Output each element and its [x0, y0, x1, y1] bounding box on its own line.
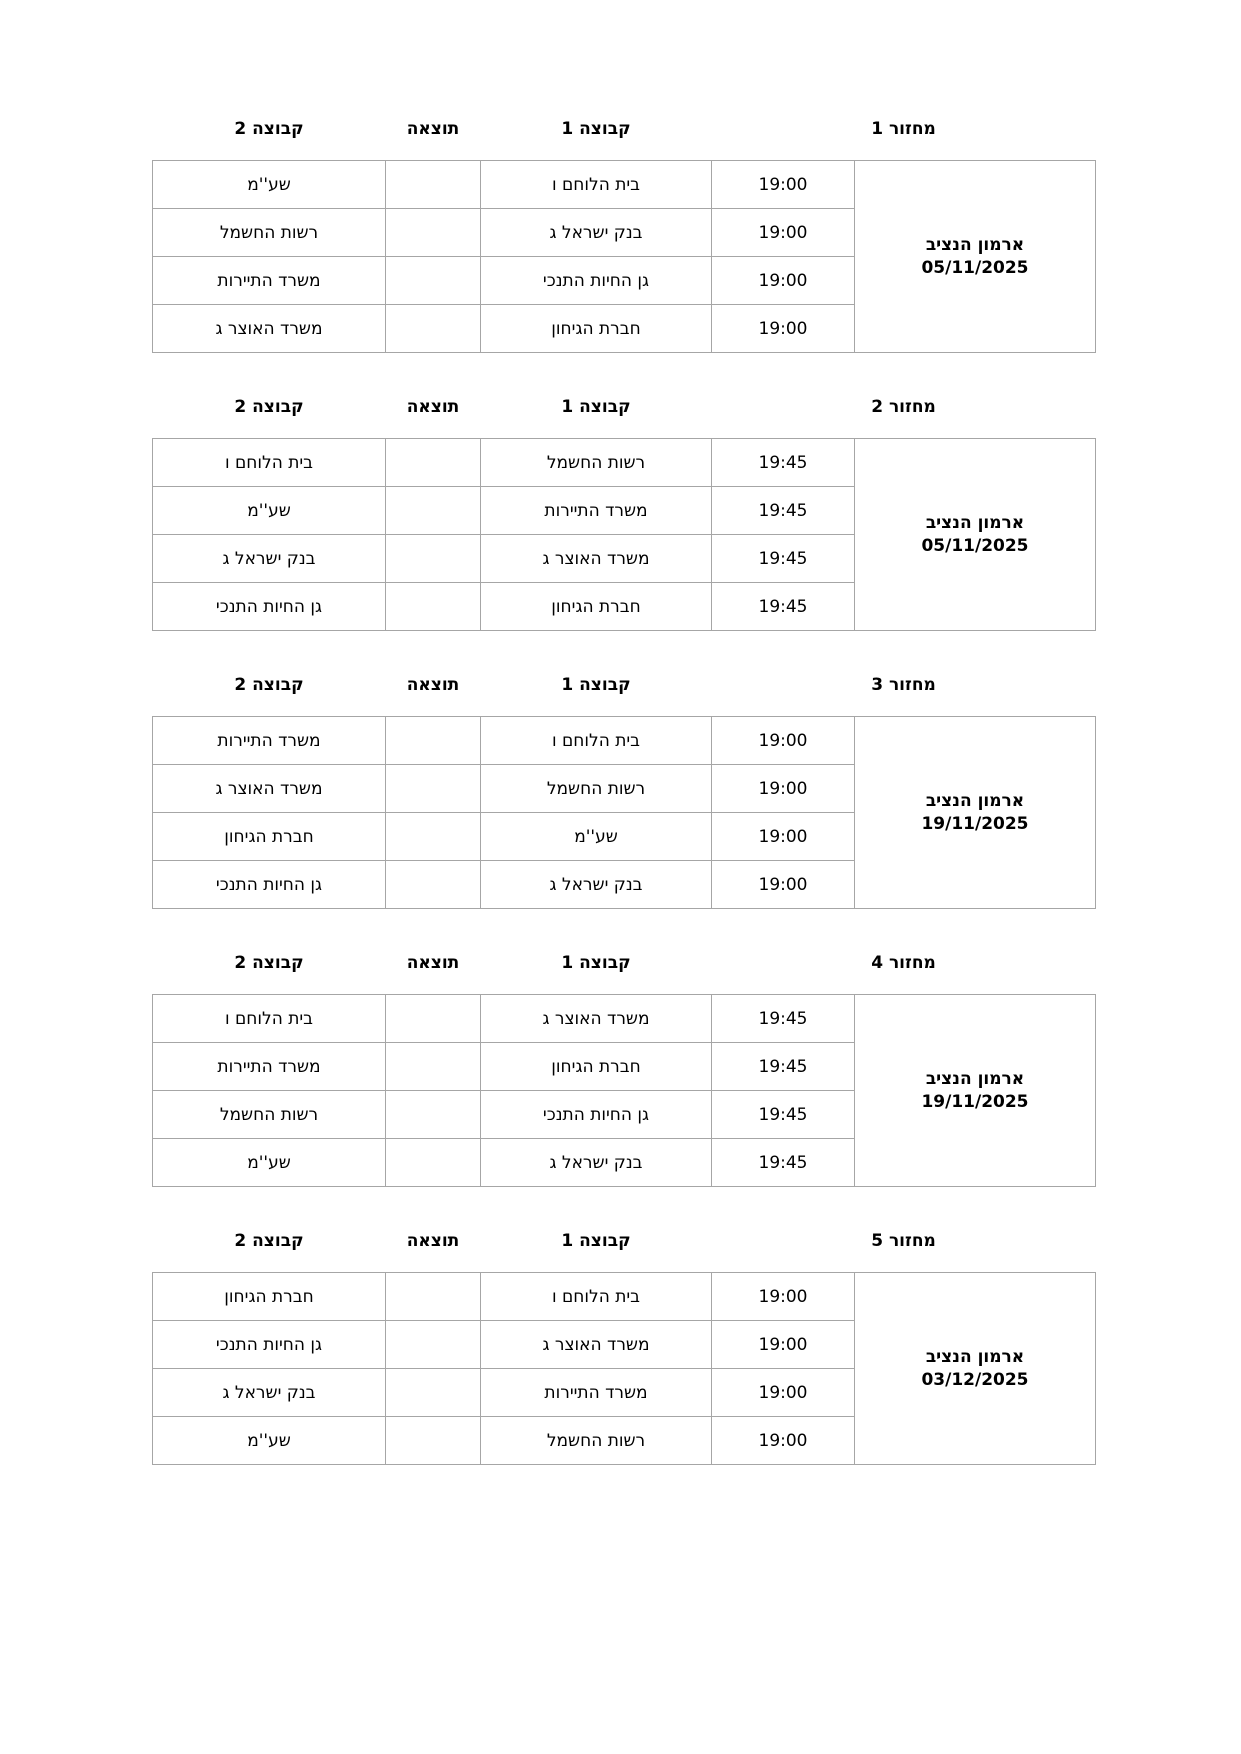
match-time: 19:00 [712, 257, 855, 305]
result-cell [386, 209, 481, 257]
round-section-1 [153, 118, 1096, 353]
match-time: 19:00 [712, 765, 855, 813]
venue-name: ארמון הנציב [925, 1346, 1025, 1367]
column-header-result: תוצאה [406, 953, 460, 973]
team2-cell: בנק ישראל ג [153, 1369, 386, 1417]
result-cell [386, 765, 481, 813]
team2-cell: בית הלוחם ו [153, 439, 386, 487]
team2-cell: משרד התיירות [153, 717, 386, 765]
venue-date: 03/12/2025 [921, 1369, 1029, 1390]
venue-cell [855, 439, 1096, 631]
result-cell [386, 1091, 481, 1139]
venue-name: ארמון הנציב [925, 1068, 1025, 1089]
result-cell [386, 1139, 481, 1187]
round-title: מחזור 4 [871, 953, 936, 973]
team2-cell: רשות החשמל [153, 1091, 386, 1139]
team1-cell: שע''מ [481, 813, 712, 861]
column-header-result: תוצאה [406, 397, 460, 417]
column-header-team2: קבוצה 2 [234, 675, 304, 695]
round-title: מחזור 5 [871, 1231, 936, 1251]
team2-cell: משרד התיירות [153, 257, 386, 305]
column-header-team2: קבוצה 2 [234, 953, 304, 973]
venue-cell [855, 717, 1096, 909]
team2-cell: משרד האוצר ג [153, 305, 386, 353]
round-4-schedule-table [152, 952, 1096, 1187]
team1-cell: גן החיות התנכי [481, 1091, 712, 1139]
team2-cell: גן החיות התנכי [153, 861, 386, 909]
venue-date: 19/11/2025 [921, 1091, 1029, 1112]
round-2-schedule-table [152, 396, 1096, 631]
column-header-team2: קבוצה 2 [234, 119, 304, 139]
round-section-2 [153, 396, 1096, 631]
team2-cell: שע''מ [153, 1417, 386, 1465]
match-time: 19:00 [712, 861, 855, 909]
round-1-schedule-table [152, 118, 1096, 353]
venue-cell [855, 161, 1096, 353]
team1-cell: בית הלוחם ו [481, 1273, 712, 1321]
match-time: 19:00 [712, 717, 855, 765]
team1-cell: חברת הגיחון [481, 583, 712, 631]
column-header-team1: קבוצה 1 [561, 1231, 631, 1251]
result-cell [386, 1369, 481, 1417]
result-cell [386, 583, 481, 631]
column-header-team1: קבוצה 1 [561, 119, 631, 139]
result-cell [386, 1273, 481, 1321]
header-row [153, 674, 1096, 717]
team2-cell: שע''מ [153, 487, 386, 535]
result-cell [386, 1321, 481, 1369]
match-time: 19:45 [712, 487, 855, 535]
match-time: 19:45 [712, 1139, 855, 1187]
round-3-schedule-table [152, 674, 1096, 909]
round-section-3 [153, 674, 1096, 909]
round-title: מחזור 1 [871, 119, 936, 139]
team1-cell: בית הלוחם ו [481, 717, 712, 765]
column-header-result: תוצאה [406, 1231, 460, 1251]
result-cell [386, 861, 481, 909]
team1-cell: בנק ישראל ג [481, 209, 712, 257]
venue-date: 05/11/2025 [921, 535, 1029, 556]
column-header-team1: קבוצה 1 [561, 397, 631, 417]
result-cell [386, 813, 481, 861]
venue-date: 19/11/2025 [921, 813, 1029, 834]
result-cell [386, 305, 481, 353]
result-cell [386, 1417, 481, 1465]
match-time: 19:00 [712, 1369, 855, 1417]
venue-cell [855, 995, 1096, 1187]
team1-cell: בנק ישראל ג [481, 1139, 712, 1187]
team2-cell: שע''מ [153, 161, 386, 209]
match-time: 19:00 [712, 305, 855, 353]
team1-cell: משרד התיירות [481, 1369, 712, 1417]
match-time: 19:00 [712, 1321, 855, 1369]
team1-cell: חברת הגיחון [481, 305, 712, 353]
team2-cell: בית הלוחם ו [153, 995, 386, 1043]
header-row [153, 396, 1096, 439]
venue-name: ארמון הנציב [925, 512, 1025, 533]
round-5-schedule-table [152, 1230, 1096, 1465]
match-row [153, 717, 1096, 765]
team1-cell: משרד האוצר ג [481, 535, 712, 583]
round-title: מחזור 3 [871, 675, 936, 695]
column-header-team2: קבוצה 2 [234, 1231, 304, 1251]
match-time: 19:00 [712, 1417, 855, 1465]
result-cell [386, 1043, 481, 1091]
team1-cell: משרד האוצר ג [481, 995, 712, 1043]
result-cell [386, 487, 481, 535]
header-row [153, 952, 1096, 995]
match-time: 19:00 [712, 1273, 855, 1321]
result-cell [386, 257, 481, 305]
team2-cell: גן החיות התנכי [153, 1321, 386, 1369]
match-row [153, 995, 1096, 1043]
match-time: 19:45 [712, 583, 855, 631]
venue-name: ארמון הנציב [925, 790, 1025, 811]
round-section-5 [153, 1230, 1096, 1465]
match-time: 19:00 [712, 161, 855, 209]
match-time: 19:45 [712, 439, 855, 487]
venue-name: ארמון הנציב [925, 234, 1025, 255]
column-header-team1: קבוצה 1 [561, 675, 631, 695]
result-cell [386, 439, 481, 487]
column-header-team1: קבוצה 1 [561, 953, 631, 973]
match-time: 19:45 [712, 1043, 855, 1091]
team1-cell: רשות החשמל [481, 439, 712, 487]
match-time: 19:45 [712, 995, 855, 1043]
column-header-result: תוצאה [406, 119, 460, 139]
result-cell [386, 717, 481, 765]
team2-cell: משרד התיירות [153, 1043, 386, 1091]
team2-cell: גן החיות התנכי [153, 583, 386, 631]
match-row [153, 1273, 1096, 1321]
team1-cell: גן החיות התנכי [481, 257, 712, 305]
team1-cell: בנק ישראל ג [481, 861, 712, 909]
match-time: 19:00 [712, 813, 855, 861]
header-row [153, 118, 1096, 161]
column-header-result: תוצאה [406, 675, 460, 695]
round-title: מחזור 2 [871, 397, 936, 417]
result-cell [386, 535, 481, 583]
team2-cell: רשות החשמל [153, 209, 386, 257]
result-cell [386, 995, 481, 1043]
team1-cell: משרד האוצר ג [481, 1321, 712, 1369]
team2-cell: חברת הגיחון [153, 1273, 386, 1321]
match-time: 19:45 [712, 1091, 855, 1139]
venue-date: 05/11/2025 [921, 257, 1029, 278]
team2-cell: חברת הגיחון [153, 813, 386, 861]
team2-cell: משרד האוצר ג [153, 765, 386, 813]
venue-cell [855, 1273, 1096, 1465]
match-time: 19:00 [712, 209, 855, 257]
match-row [153, 161, 1096, 209]
team2-cell: בנק ישראל ג [153, 535, 386, 583]
header-row [153, 1230, 1096, 1273]
team1-cell: בית הלוחם ו [481, 161, 712, 209]
team1-cell: רשות החשמל [481, 765, 712, 813]
result-cell [386, 161, 481, 209]
match-time: 19:45 [712, 535, 855, 583]
round-section-4 [153, 952, 1096, 1187]
team1-cell: משרד התיירות [481, 487, 712, 535]
match-row [153, 439, 1096, 487]
team1-cell: חברת הגיחון [481, 1043, 712, 1091]
team1-cell: רשות החשמל [481, 1417, 712, 1465]
column-header-team2: קבוצה 2 [234, 397, 304, 417]
team2-cell: שע''מ [153, 1139, 386, 1187]
